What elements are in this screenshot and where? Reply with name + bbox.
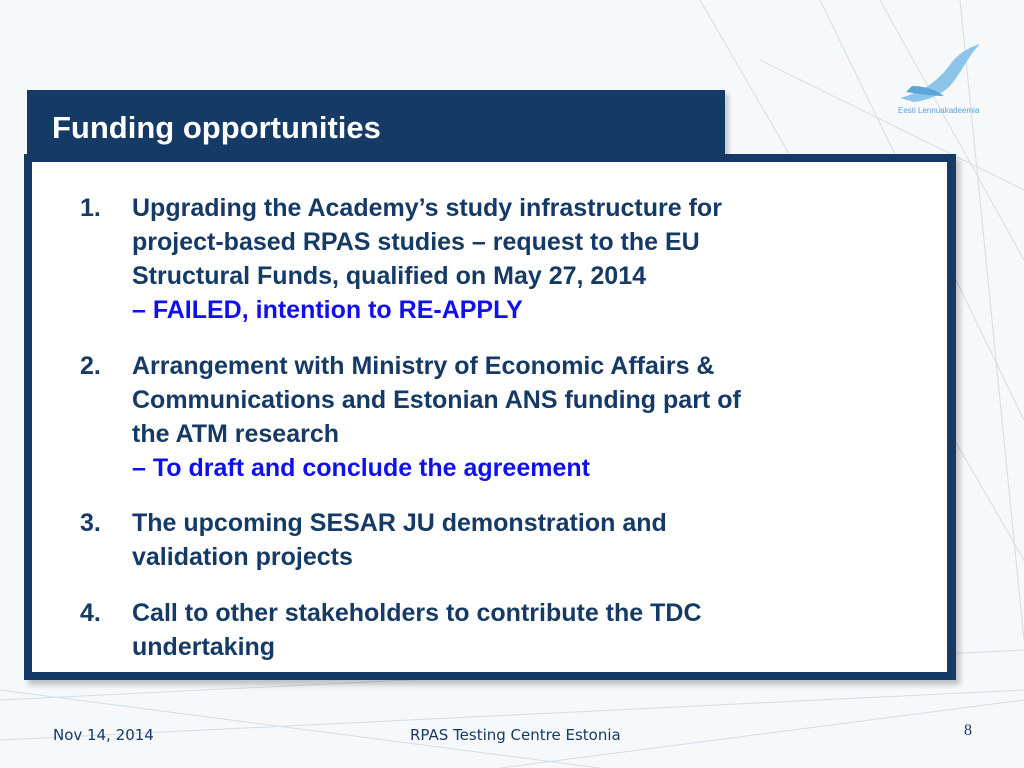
- status-note: – To draft and conclude the agreement: [132, 454, 590, 482]
- logo-text: Eesti Lennuakadeemia: [898, 106, 980, 115]
- footer-date: Nov 14, 2014: [53, 726, 154, 744]
- slide-title: Funding opportunities: [52, 110, 381, 145]
- list-item-text: Arrangement with Ministry of Economic Affairs &: [132, 352, 715, 380]
- list-item-text: Communications and Estonian ANS funding part of: [132, 386, 741, 414]
- page-number: 8: [964, 722, 972, 739]
- list-item-text: Structural Funds, qualified on May 27, 2014: [132, 262, 647, 290]
- list-item-text: undertaking: [132, 633, 276, 661]
- footer-title: RPAS Testing Centre Estonia: [410, 726, 621, 744]
- list-item-text: project-based RPAS studies – request to the EU: [132, 228, 700, 256]
- list-item-text: Upgrading the Academy’s study infrastructure for: [132, 194, 722, 222]
- list-number: 1.: [80, 194, 101, 222]
- list-item-text: Call to other stakeholders to contribute the TDC: [132, 599, 702, 627]
- list-item-text: The upcoming SESAR JU demonstration and: [132, 509, 667, 537]
- list-number: 2.: [80, 352, 101, 380]
- list-number: 3.: [80, 509, 101, 537]
- list-number: 4.: [80, 599, 101, 627]
- status-note: – FAILED, intention to RE-APPLY: [132, 296, 523, 324]
- list-item-text: validation projects: [132, 543, 353, 571]
- list-item-text: the ATM research: [132, 420, 340, 448]
